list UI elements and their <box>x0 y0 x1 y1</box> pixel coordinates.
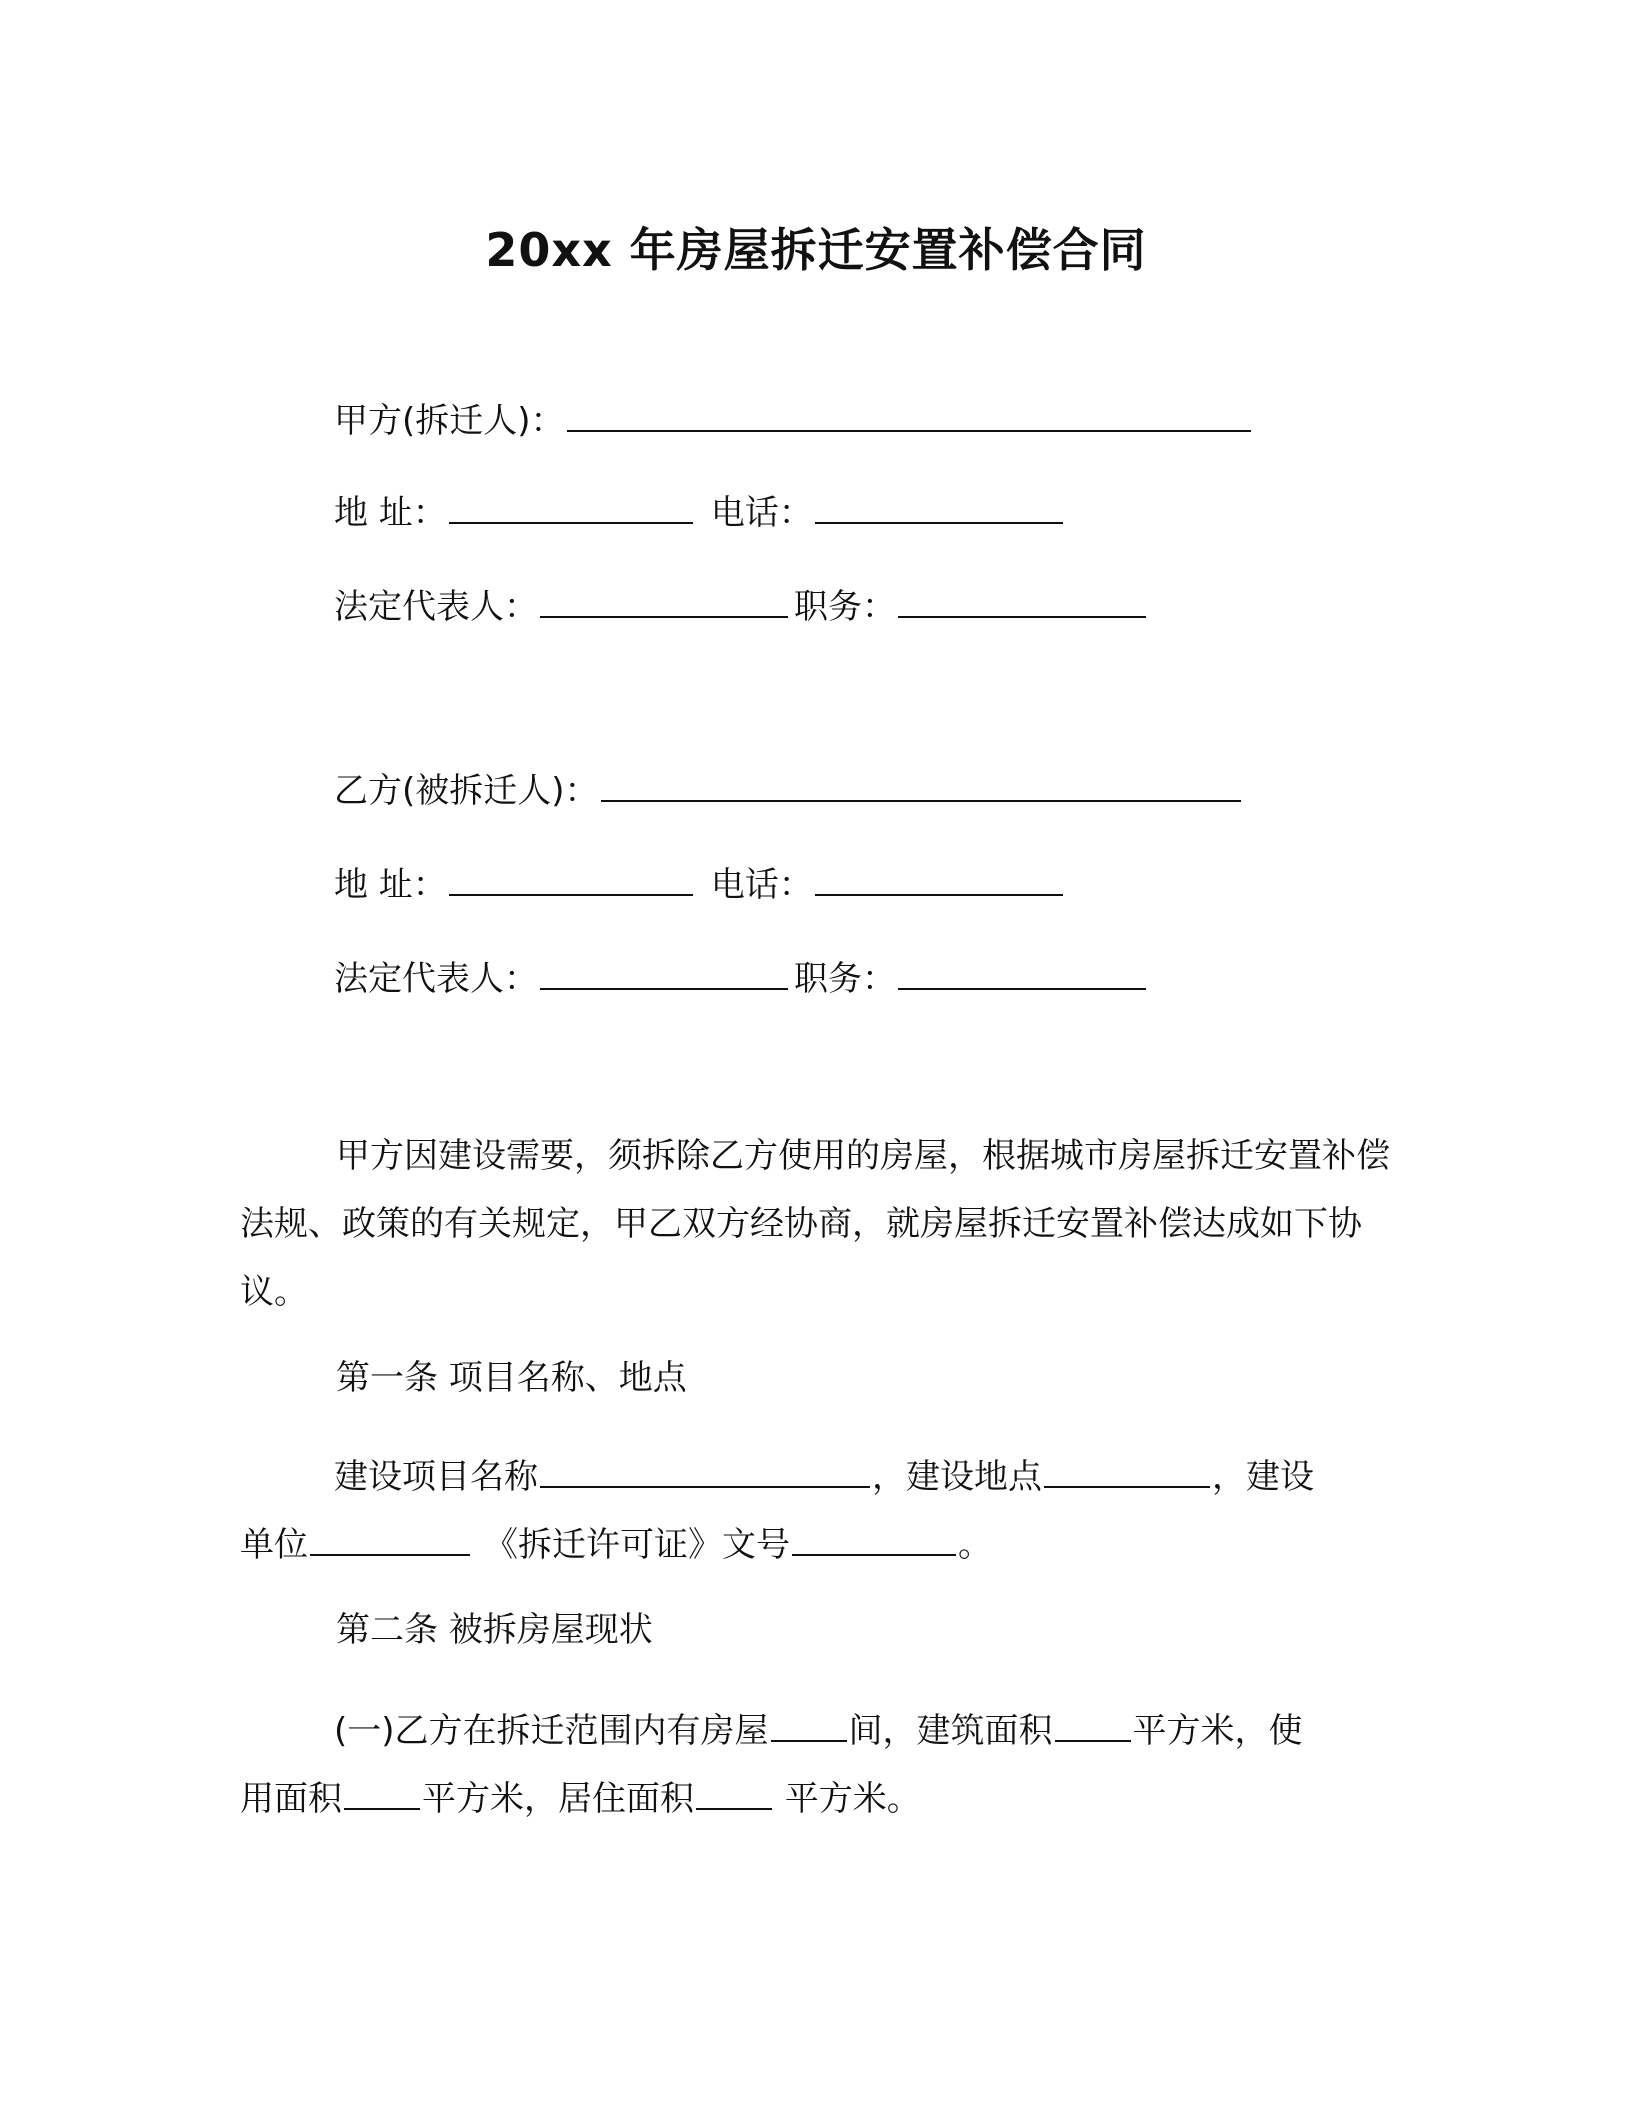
article-1-heading: 第一条 项目名称、地点 <box>336 1358 687 1398</box>
party-a-position-label: 职务： <box>794 587 896 627</box>
usable-area-blank[interactable] <box>344 1772 420 1810</box>
party-a-address-line <box>334 486 1065 535</box>
permit-blank[interactable] <box>792 1518 956 1556</box>
article-2-heading: 第二条 被拆房屋现状 <box>336 1610 653 1650</box>
project-name-blank[interactable] <box>540 1450 870 1488</box>
party-b-address-blank[interactable] <box>449 858 693 896</box>
building-area-label: 间，建筑面积 <box>848 1711 1053 1751</box>
party-a-rep-blank[interactable] <box>540 580 788 618</box>
party-b-blank[interactable] <box>601 764 1241 802</box>
party-b-phone-label: 电话： <box>710 865 813 905</box>
party-a-address-label: 地 址： <box>334 493 447 533</box>
article-1-line-2 <box>240 1518 992 1567</box>
party-a-position-blank[interactable] <box>898 580 1146 618</box>
party-b-line <box>334 764 1243 813</box>
rooms-blank[interactable] <box>771 1704 847 1742</box>
party-a-line <box>334 394 1253 443</box>
party-b-rep-blank[interactable] <box>540 952 788 990</box>
unit-blank[interactable] <box>310 1518 470 1556</box>
article-1-line-1 <box>334 1450 1314 1499</box>
party-a-rep-label: 法定代表人： <box>334 587 538 627</box>
unit-label: 单位 <box>240 1525 308 1565</box>
project-name-label: 建设项目名称 <box>334 1457 538 1497</box>
building-area-blank[interactable] <box>1055 1704 1131 1742</box>
party-a-address-blank[interactable] <box>449 486 693 524</box>
party-b-address-label: 地 址： <box>334 865 447 905</box>
party-b-position-blank[interactable] <box>898 952 1146 990</box>
article-1-end: 。 <box>958 1525 992 1565</box>
rooms-label: (一)乙方在拆迁范围内有房屋 <box>334 1711 769 1751</box>
use-label: 平方米，使 <box>1132 1711 1303 1751</box>
party-a-label: 甲方(拆迁人)： <box>334 401 565 441</box>
party-b-rep-line <box>334 952 1148 1001</box>
living-area-label: 平方米，居住面积 <box>422 1779 694 1819</box>
party-a-blank[interactable] <box>567 394 1251 432</box>
party-a-rep-line <box>334 580 1148 629</box>
usable-area-label: 用面积 <box>240 1779 342 1819</box>
article-2-line-2 <box>240 1772 921 1821</box>
site-blank[interactable] <box>1044 1450 1210 1488</box>
party-b-address-line <box>334 858 1065 907</box>
party-b-label: 乙方(被拆迁人)： <box>334 771 599 811</box>
permit-label: 《拆迁许可证》文号 <box>484 1525 790 1565</box>
document-title: 20xx 年房屋拆迁安置补偿合同 <box>485 223 1147 277</box>
party-b-position-label: 职务： <box>794 959 896 999</box>
intro-paragraph: 甲方因建设需要，须拆除乙方使用的房屋，根据城市房屋拆迁安置补偿法规、政策的有关规定，甲乙双方经协商，就房屋拆迁安置补偿达成如下协议。 <box>240 1136 1390 1312</box>
party-b-phone-blank[interactable] <box>815 858 1063 896</box>
party-a-phone-label: 电话： <box>710 493 813 533</box>
party-b-rep-label: 法定代表人： <box>334 959 538 999</box>
living-area-blank[interactable] <box>696 1772 772 1810</box>
party-a-phone-blank[interactable] <box>815 486 1063 524</box>
article-2-line-1 <box>334 1704 1303 1753</box>
builder-label: ，建设 <box>1212 1457 1314 1497</box>
site-label: ，建设地点 <box>872 1457 1042 1497</box>
article-2-end: 平方米。 <box>774 1779 921 1819</box>
